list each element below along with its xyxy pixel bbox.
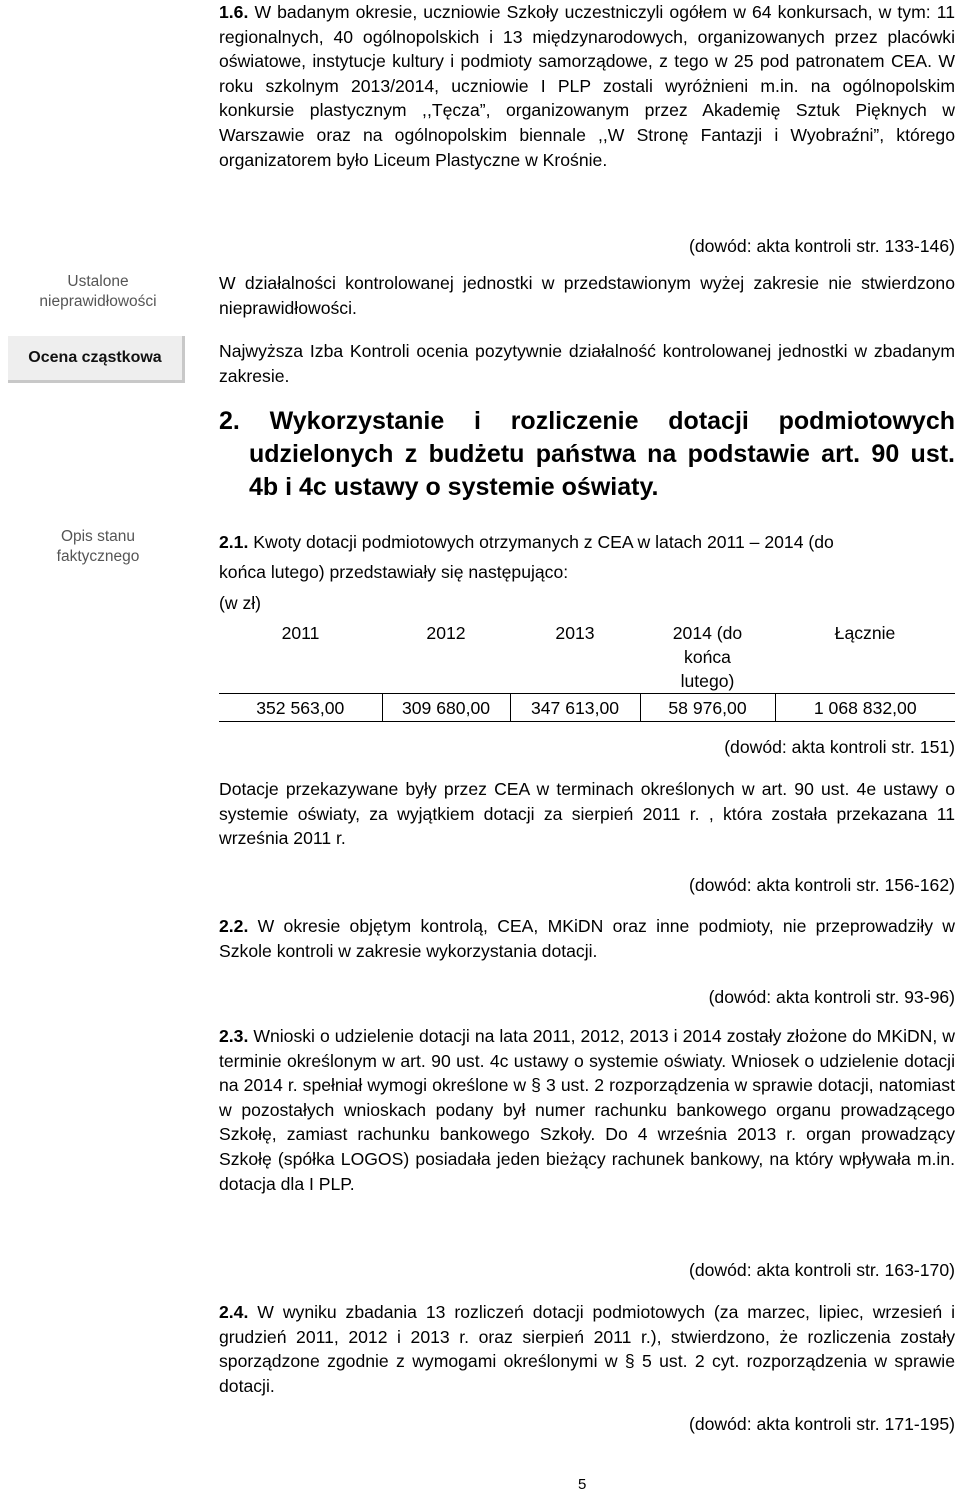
partial-assessment-box (8, 336, 185, 383)
table-header: 2011 (281, 623, 320, 643)
paragraph-1-6 (219, 0, 955, 172)
table-cell: 1 068 832,00 (775, 694, 955, 722)
grants-table (219, 621, 955, 722)
table-cell: 58 976,00 (640, 694, 775, 722)
transfers-paragraph: Dotacje przekazywane były przez CEA w terminach określonych w art. 90 ust. 4e ustawy o systemie oświaty, za wyjątkiem dotacji za sierpień 2011 r. , która została przekazana 11 września 2011 r. (219, 779, 955, 849)
table-header: Łącznie (834, 623, 896, 643)
irregularities-label-line2: nieprawidłowości (39, 293, 157, 310)
paragraph-2-1-line2: końca lutego) przedstawiały się następująco: (219, 562, 569, 582)
assessment-text: Najwyższa Izba Kontroli ocenia pozytywnie działalność kontrolowanej jednostki w zbadanym zakresie. (219, 341, 955, 386)
paragraph-text: W wyniku zbadania 13 rozliczeń dotacji podmiotowych (za marzec, lipiec, wrzesień i grudzień 2011, 2012 i 2013 r. oraz sierpień 2011 r.), stwierdzono, że rozliczenia zostały sporządzone zgodnie z wymogami określonymi w § 5 ust. 2 cyt. rozporządzenia w sprawie dotacji. (219, 1302, 955, 1396)
evidence-note: (dowód: akta kontroli str. 93-96) (708, 987, 955, 1007)
unit-label: (w zł) (219, 593, 262, 613)
table-cell: 352 563,00 (219, 694, 382, 722)
irregularities-label-line1: Ustalone (67, 273, 129, 290)
paragraph-2-3 (219, 1024, 955, 1196)
table-row (219, 694, 955, 722)
page-number: 5 (578, 1476, 587, 1493)
irregularities-label (8, 272, 188, 312)
partial-assessment-label: Ocena cząstkowa (28, 349, 162, 366)
paragraph-number: 2.3. (219, 1026, 249, 1046)
section-title: Wykorzystanie i rozliczenie dotacji podmiotowych udzielonych z budżetu państwa na podstawie art. 90 ust. 4b i 4c ustawy o systemie oświaty. (249, 407, 955, 501)
table-header-row (219, 621, 955, 694)
paragraph-number: 1.6. (219, 2, 249, 22)
table-header (640, 621, 775, 694)
paragraph-text: Wnioski o udzielenie dotacji na lata 2011, 2012, 2013 i 2014 zostały złożone do MKiDN, w terminie określonym w art. 90 ust. 4c ustawy o systemie oświaty. Wniosek o udzielenie dotacji na 2014 r. spełniał wymogi określone w § 3 ust. 2 rozporządzenia w sprawie dotacji, natomiast w pozostałych wnioskach podany był numer rachunku bankowego organu prowadzącego Szkołę, zamiast rachunku bankowego Szkoły. Do 4 września 2013 r. organ prowadzący Szkołę (spółka LOGOS) posiadała jeden bieżący rachunek bankowy, na który wpływała m.in. dotacja dla I PLP. (219, 1026, 955, 1194)
evidence-note: (dowód: akta kontroli str. 163-170) (688, 1260, 955, 1280)
evidence-note: (dowód: akta kontroli str. 151) (724, 737, 955, 757)
margin-sidebar (0, 0, 196, 1499)
table-cell: 309 680,00 (382, 694, 510, 722)
paragraph-text: W okresie objętym kontrolą, CEA, MKiDN oraz inne podmioty, nie przeprowadziły w Szkole kontroli w zakresie wykorzystania dotacji. (219, 916, 955, 961)
table-header-text: 2014 (do końca lutego) (672, 623, 743, 691)
facts-label (8, 527, 188, 567)
paragraph-2-2 (219, 914, 955, 963)
facts-label-line2: faktycznego (56, 548, 140, 565)
no-irregularities-text: W działalności kontrolowanej jednostki w przedstawionym wyżej zakresie nie stwierdzono nieprawidłowości. (219, 273, 955, 318)
paragraph-number: 2.4. (219, 1302, 249, 1322)
paragraph-number: 2.1. (219, 532, 249, 552)
table-header: 2013 (555, 623, 595, 643)
paragraph-2-4 (219, 1300, 955, 1398)
paragraph-number: 2.2. (219, 916, 249, 936)
evidence-note: (dowód: akta kontroli str. 133-146) (688, 236, 955, 256)
evidence-note: (dowód: akta kontroli str. 171-195) (688, 1414, 955, 1434)
section-2-heading (219, 405, 955, 504)
table-cell: 347 613,00 (510, 694, 640, 722)
table-header: 2012 (426, 623, 466, 643)
paragraph-text: Kwoty dotacji podmiotowych otrzymanych z CEA w latach 2011 – 2014 (do (248, 532, 834, 552)
paragraph-2-1-line1 (219, 530, 834, 555)
facts-label-line1: Opis stanu (60, 528, 136, 545)
section-number: 2. (219, 407, 240, 435)
paragraph-text: W badanym okresie, uczniowie Szkoły uczestniczyli ogółem w 64 konkursach, w tym: 11 regionalnych, 40 ogólnopolskich i 13 międzynarodowych, organizowanych przez placówki oświatowe, instytucje kultury i podmioty samorządowe, z tego w 25 pod patronatem CEA. W roku szkolnym 2013/2014, uczniowie I PLP zostali wyróżnieni m.in. na ogólnopolskim konkursie plastycznym ,,Tęcza”, organizowanym przez Akademię Sztuk Pięknych w Warszawie oraz na ogólnopolskim biennale ,,W Stronę Fantazji i Wyobraźni”, którego organizatorem było Liceum Plastyczne w Krośnie. (219, 2, 955, 170)
evidence-note: (dowód: akta kontroli str. 156-162) (688, 875, 955, 895)
